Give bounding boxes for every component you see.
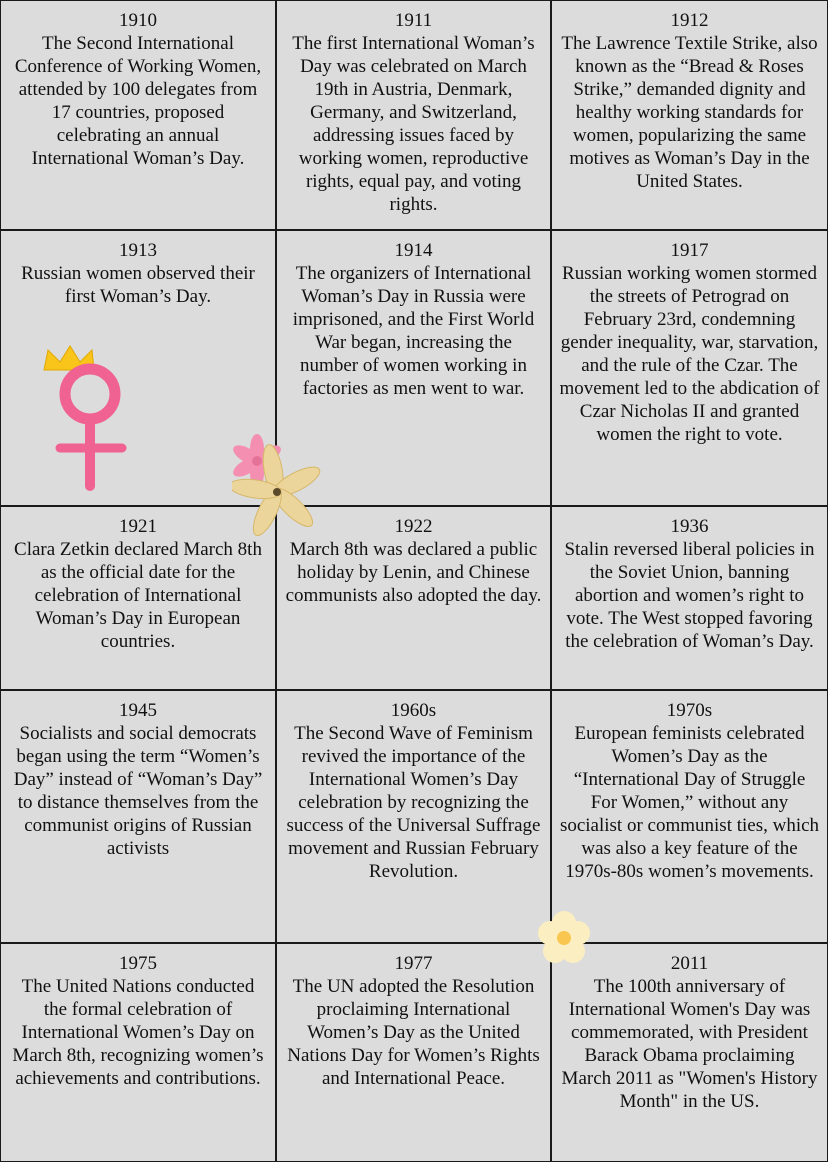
cell-description: Socialists and social democrats began using the term “Women’s Day” instead of “Woman’s Day” to distance themselves from the communist origins of Russian activists [13, 723, 263, 859]
cell-year: 1960s [390, 700, 437, 721]
cell-year: 1921 [119, 516, 157, 537]
cell-year: 1914 [394, 240, 433, 261]
cell-description: European feminists celebrated Women’s Day as the “International Day of Struggle For Women,” without any socialist or communist ties, which was also a key feature of the 1970s-80s women’s movements. [559, 723, 820, 882]
timeline-cell-1914 [276, 230, 551, 506]
cell-description: The 100th anniversary of International Women's Day was commemorated, with President Barack Obama proclaiming March 2011 as "Women's History Month" in the US. [561, 976, 818, 1112]
cell-year: 1911 [394, 10, 433, 31]
timeline-cell-1970s [551, 690, 828, 943]
cell-description: The organizers of International Woman’s Day in Russia were imprisoned, and the First World War began, increasing the number of women working in factories as men went to war. [292, 263, 535, 399]
timeline-cell-1977 [276, 943, 551, 1162]
timeline-cell-1922 [276, 506, 551, 690]
timeline-cell-1913 [0, 230, 276, 506]
cell-description: The Second Wave of Feminism revived the importance of the International Women’s Day celebration by recognizing the success of the Universal Suffrage movement and Russian February Revolution. [286, 723, 541, 882]
cell-description: Russian women observed their first Woman’s Day. [21, 263, 255, 307]
timeline-cell-1921 [0, 506, 276, 690]
cell-year: 2011 [670, 953, 709, 974]
timeline-cell-1936 [551, 506, 828, 690]
cell-year: 1910 [119, 10, 157, 31]
cell-description: The first International Woman’s Day was celebrated on March 19th in Austria, Denmark, Germany, and Switzerland, addressing issues faced by working women, reproductive rights, equal pay, and voting rights. [292, 33, 535, 215]
timeline-cell-1917 [551, 230, 828, 506]
timeline-cell-1911 [276, 0, 551, 230]
timeline-cell-1975 [0, 943, 276, 1162]
cell-year: 1936 [670, 516, 709, 537]
cell-description: Clara Zetkin declared March 8th as the official date for the celebration of International Woman’s Day in European countries. [14, 539, 262, 652]
cell-description: The United Nations conducted the formal celebration of International Women’s Day on March 8th, recognizing women’s achievements and contributions. [12, 976, 264, 1089]
cell-description: Russian working women stormed the streets of Petrograd on February 23rd, condemning gender inequality, war, starvation, and the rule of the Czar. The movement led to the abdication of Czar Nicholas II and granted women the right to vote. [559, 263, 820, 445]
cell-year: 1917 [670, 240, 709, 261]
cell-year: 1912 [670, 10, 709, 31]
cell-description: The UN adopted the Resolution proclaiming International Women’s Day as the United Nations Day for Women’s Rights and International Peace. [287, 976, 540, 1089]
timeline-cell-1912 [551, 0, 828, 230]
cell-description: The Lawrence Textile Strike, also known as the “Bread & Roses Strike,” demanded dignity and healthy working standards for women, popularizing the same motives as Woman’s Day in the United States. [561, 33, 818, 192]
timeline-cell-1910 [0, 0, 276, 230]
timeline-cell-1945 [0, 690, 276, 943]
timeline-cell-1960s [276, 690, 551, 943]
cell-description: March 8th was declared a public holiday by Lenin, and Chinese communists also adopted the day. [285, 539, 542, 606]
cell-year: 1913 [119, 240, 157, 261]
cell-description: The Second International Conference of Working Women, attended by 100 delegates from 17 countries, proposed celebrating an annual International Woman’s Day. [14, 33, 262, 169]
cell-year: 1977 [394, 953, 433, 974]
cell-description: Stalin reversed liberal policies in the Soviet Union, banning abortion and women’s right to vote. The West stopped favoring the celebration of Woman’s Day. [564, 539, 815, 652]
cell-year: 1922 [394, 516, 433, 537]
cell-year: 1945 [119, 700, 157, 721]
timeline-cell-2011 [551, 943, 828, 1162]
cell-year: 1970s [666, 700, 713, 721]
cell-year: 1975 [119, 953, 157, 974]
